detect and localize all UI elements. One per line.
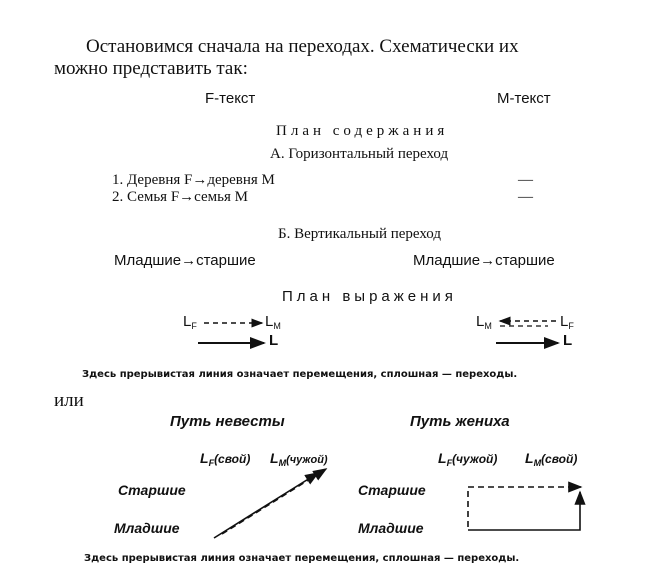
expression-caption: Здесь прерывистая линия означает перемещения, сплошная — переходы. xyxy=(82,369,518,380)
intro-line-2: можно представить так: xyxy=(54,58,248,79)
or-word: или xyxy=(54,390,84,411)
bride-lf-label: $L_F(свой)$ xyxy=(200,450,251,468)
bride-solid-arrow xyxy=(214,473,318,538)
bride-path-title: Путь невесты xyxy=(170,413,285,430)
expr-right-from: $L_F$ xyxy=(560,313,574,331)
horizontal-row-2-left: 2. Семья F→семья M xyxy=(112,189,248,205)
expr-left-to: $L_M$ xyxy=(265,313,281,331)
groom-elder-label: Старшие xyxy=(358,482,426,498)
vertical-left: Младшие→старшие xyxy=(114,252,256,269)
bride-younger-label: Младшие xyxy=(114,520,180,536)
groom-path-title: Путь жениха xyxy=(410,413,510,430)
horizontal-heading: А. Горизонтальный переход xyxy=(270,146,449,162)
horizontal-row-1-left: 1. Деревня F→деревня M xyxy=(112,172,275,188)
m-text-header: M-текст xyxy=(497,90,551,107)
expr-left-from: $L_F$ xyxy=(183,313,197,331)
bride-elder-label: Старшие xyxy=(118,482,186,498)
expression-plan-title: План выражения xyxy=(282,288,457,305)
vertical-right: Младшие→старшие xyxy=(413,252,555,269)
bride-lm-label: $L_M(чужой)$ xyxy=(270,450,328,468)
groom-dashed-path xyxy=(468,487,578,527)
horizontal-row-1-right: — xyxy=(518,172,533,188)
expr-left-bottom: L xyxy=(269,332,279,349)
groom-lm-label: $L_M(свой)$ xyxy=(525,450,578,468)
expr-right-bottom: L xyxy=(563,332,573,349)
groom-lf-label: $L_F(чужой)$ xyxy=(438,450,498,468)
expr-right-to: $L_M$ xyxy=(476,313,492,331)
f-text-header: F-текст xyxy=(205,90,256,107)
groom-solid-path xyxy=(468,492,580,530)
horizontal-row-2-right: — xyxy=(518,189,533,205)
vertical-heading: Б. Вертикальный переход xyxy=(278,226,441,242)
groom-younger-label: Младшие xyxy=(358,520,424,536)
content-plan-title: План содержания xyxy=(276,123,449,139)
bride-dashed-arrow xyxy=(222,469,326,534)
intro-line-1: Остановимся сначала на переходах. Схематически их xyxy=(86,36,519,57)
paths-caption: Здесь прерывистая линия означает перемещения, сплошная — переходы. xyxy=(84,553,520,564)
